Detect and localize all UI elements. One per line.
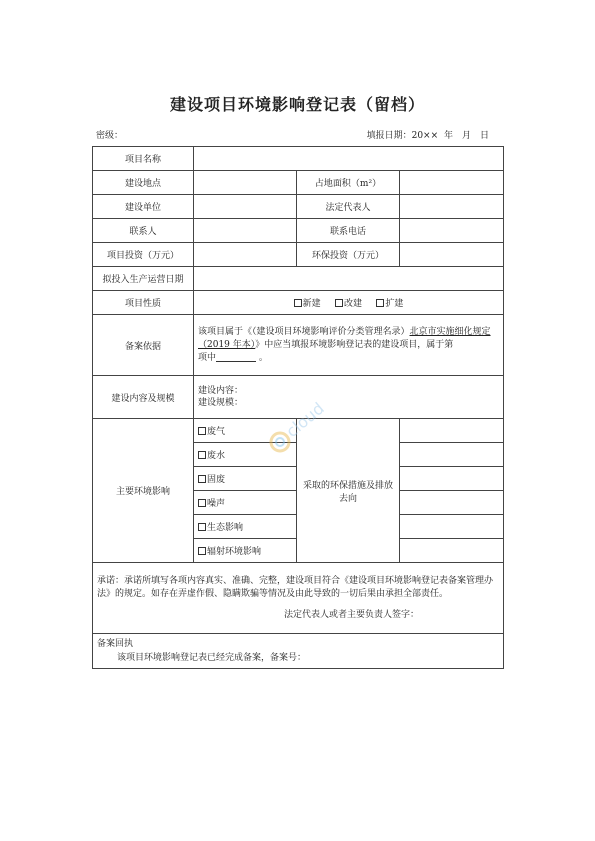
basis-label: 备案依据	[93, 315, 194, 376]
env-investment-label: 环保投资（万元）	[297, 243, 400, 267]
fill-date-label: 填报日期：20×× 年 月 日	[366, 131, 489, 141]
table-row	[93, 376, 504, 419]
table-row	[93, 267, 504, 291]
measure-field[interactable]	[400, 539, 504, 563]
table-row	[93, 243, 504, 267]
impact-item-solid-waste[interactable]: 固废	[194, 467, 297, 491]
project-name-field[interactable]	[194, 147, 504, 171]
legal-rep-label: 法定代表人	[297, 195, 400, 219]
nature-option-new[interactable]: 新建	[294, 299, 321, 309]
contact-label: 联系人	[93, 219, 194, 243]
contact-field[interactable]	[194, 219, 297, 243]
phone-field[interactable]	[400, 219, 504, 243]
project-name-label: 项目名称	[93, 147, 194, 171]
nature-option-expand[interactable]: 扩建	[376, 299, 403, 309]
table-row	[93, 315, 504, 376]
page-title: 建设项目环境影响登记表（留档）	[169, 95, 425, 114]
area-field[interactable]	[400, 171, 504, 195]
legal-rep-field[interactable]	[400, 195, 504, 219]
promise-text: 承诺：承诺所填写各项内容真实、准确、完整，建设项目符合《建设项目环境影响登记表备案管理办法》的规定。如存在弄虚作假、隐瞒欺骗等情况及由此导致的一切后果由承担全部责任。	[97, 575, 494, 599]
receipt-text: 该项目环境影响登记表已经完成备案，备案号：	[117, 653, 307, 663]
table-row	[93, 291, 504, 315]
operation-date-label: 拟投入生产运营日期	[93, 267, 194, 291]
table-row	[93, 171, 504, 195]
item-blank[interactable]	[216, 352, 256, 362]
unit-field[interactable]	[194, 195, 297, 219]
table-row	[93, 563, 504, 634]
measures-label: 采取的环保措施及排放去向	[297, 419, 400, 563]
nature-option-rebuild[interactable]: 改建	[335, 299, 362, 309]
env-investment-field[interactable]	[400, 243, 504, 267]
measure-field[interactable]	[400, 419, 504, 443]
impact-item-exhaust[interactable]: 废气	[194, 419, 297, 443]
investment-label: 项目投资（万元）	[93, 243, 194, 267]
table-row	[93, 419, 504, 443]
receipt-section	[93, 634, 504, 669]
basis-text: 该项目属于《（建设项目环境影响评价分类管理名录）北京市实施细化规定（2019 年本）》中应当填报环境影响登记表的建设项目，属于第 项中 。	[194, 315, 504, 376]
impact-item-ecology[interactable]: 生态影响	[194, 515, 297, 539]
operation-date-field[interactable]	[194, 267, 504, 291]
investment-field[interactable]	[194, 243, 297, 267]
table-row	[93, 195, 504, 219]
phone-label: 联系电话	[297, 219, 400, 243]
measure-field[interactable]	[400, 467, 504, 491]
area-label: 占地面积（m²）	[297, 171, 400, 195]
impact-item-wastewater[interactable]: 废水	[194, 443, 297, 467]
signature-label: 法定代表人或者主要负责人签字：	[283, 609, 419, 620]
impact-item-radiation[interactable]: 辐射环境影响	[194, 539, 297, 563]
checkbox[interactable]	[198, 427, 206, 435]
checkbox[interactable]	[376, 299, 384, 307]
checkbox[interactable]	[198, 475, 206, 483]
impacts-label: 主要环境影响	[93, 419, 194, 563]
scale-size-label: 建设规模：	[198, 398, 244, 408]
table-row	[93, 634, 504, 669]
nature-options	[194, 291, 504, 315]
scale-content-label: 建设内容：	[198, 386, 244, 396]
checkbox[interactable]	[198, 499, 206, 507]
secret-level-label: 密级：	[96, 131, 124, 141]
checkbox[interactable]	[198, 451, 206, 459]
table-row	[93, 219, 504, 243]
location-label: 建设地点	[93, 171, 194, 195]
measure-field[interactable]	[400, 515, 504, 539]
promise-section	[93, 563, 504, 634]
checkbox[interactable]	[198, 547, 206, 555]
table-row	[93, 147, 504, 171]
checkbox[interactable]	[335, 299, 343, 307]
registration-form-table	[92, 146, 504, 669]
impact-item-noise[interactable]: 噪声	[194, 491, 297, 515]
nature-label: 项目性质	[93, 291, 194, 315]
measure-field[interactable]	[400, 491, 504, 515]
location-field[interactable]	[194, 171, 297, 195]
watermark-text: cloud	[282, 398, 328, 442]
receipt-label: 备案回执	[97, 639, 134, 649]
checkbox[interactable]	[198, 523, 206, 531]
measure-field[interactable]	[400, 443, 504, 467]
scale-field[interactable]	[194, 376, 504, 419]
scale-label: 建设内容及规模	[93, 376, 194, 419]
unit-label: 建设单位	[93, 195, 194, 219]
checkbox[interactable]	[294, 299, 302, 307]
